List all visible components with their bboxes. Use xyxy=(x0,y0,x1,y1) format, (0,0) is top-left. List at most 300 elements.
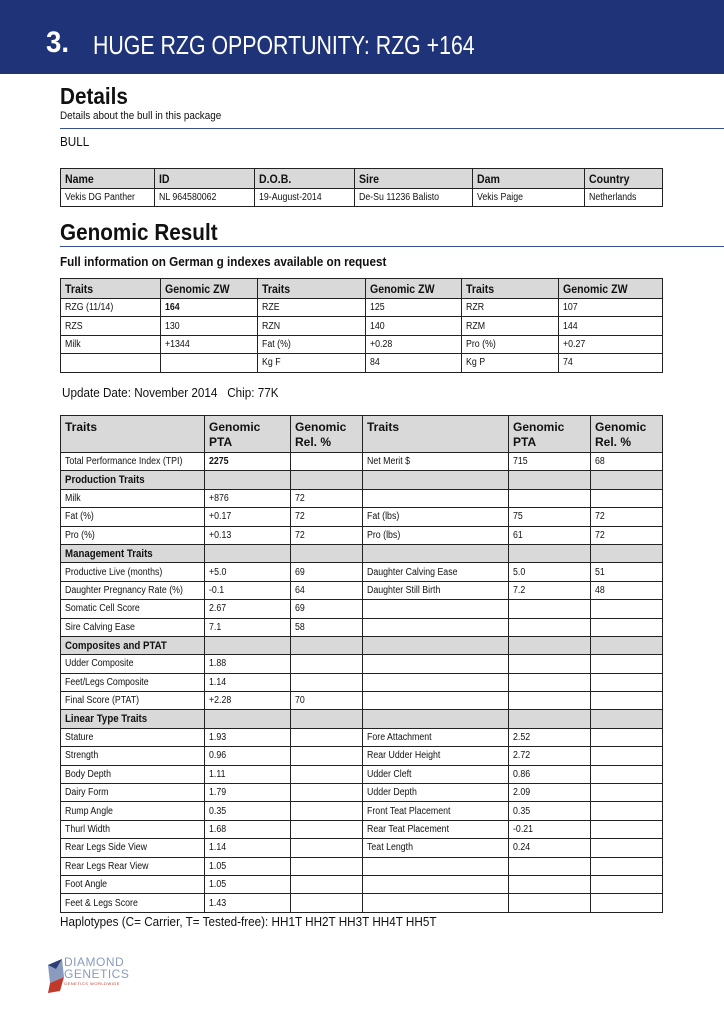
table-cell-text: 1.11 xyxy=(209,768,226,780)
table-cell xyxy=(291,636,363,654)
table-cell-text: 7.2 xyxy=(513,584,526,596)
table-cell xyxy=(363,581,509,599)
genomic-zw-table xyxy=(60,278,663,373)
table-cell xyxy=(291,692,363,710)
table-cell-text: 715 xyxy=(513,456,528,468)
table-cell xyxy=(559,354,663,372)
table-cell xyxy=(61,453,205,471)
table-cell-text: Udder Depth xyxy=(367,787,417,799)
table-cell-text: 72 xyxy=(295,492,305,504)
table-cell xyxy=(161,299,258,317)
table-row xyxy=(61,189,663,207)
table-cell-text: +1344 xyxy=(165,338,190,350)
table-cell xyxy=(205,600,291,618)
column-header xyxy=(473,169,585,189)
table-cell-text: Netherlands xyxy=(589,192,637,203)
table-cell xyxy=(291,894,363,912)
table-cell-text: Kg F xyxy=(262,357,281,369)
table-cell-text: 74 xyxy=(563,357,573,369)
table-cell xyxy=(363,802,509,820)
table-cell xyxy=(591,453,663,471)
table-cell-text: 140 xyxy=(370,320,385,332)
table-cell-text: 72 xyxy=(595,511,605,523)
table-cell xyxy=(291,710,363,728)
table-cell-text: 1.93 xyxy=(209,732,227,744)
table-cell xyxy=(291,875,363,893)
table-cell xyxy=(363,747,509,765)
table-cell-text: 144 xyxy=(563,320,578,332)
table-cell-text: Udder Composite xyxy=(65,658,134,670)
table-cell-text: 2275 xyxy=(209,456,229,468)
bull-table xyxy=(60,168,663,207)
table-cell xyxy=(509,839,591,857)
table-row xyxy=(61,335,663,353)
table-cell xyxy=(61,747,205,765)
table-cell xyxy=(291,600,363,618)
table-cell xyxy=(291,581,363,599)
table-row xyxy=(61,784,663,802)
table-cell-text: 7.1 xyxy=(209,621,222,633)
table-cell xyxy=(205,839,291,857)
table-cell-text: Pro (%) xyxy=(65,529,95,541)
table-cell xyxy=(559,299,663,317)
table-cell xyxy=(61,765,205,783)
table-row xyxy=(61,354,663,372)
table-cell xyxy=(363,453,509,471)
column-header-text: ID xyxy=(159,171,170,186)
genomic-title: Genomic Result xyxy=(60,219,218,245)
table-cell xyxy=(61,189,155,207)
table-cell xyxy=(591,710,663,728)
table-cell xyxy=(61,636,205,654)
table-row xyxy=(61,857,663,875)
table-cell xyxy=(591,728,663,746)
table-cell-text: Daughter Pregnancy Rate (%) xyxy=(65,584,183,596)
genomic-note: Full information on German g indexes available on request xyxy=(60,254,387,269)
table-cell xyxy=(591,747,663,765)
table-cell xyxy=(462,335,559,353)
table-cell xyxy=(509,747,591,765)
table-cell xyxy=(509,784,591,802)
table-cell xyxy=(591,655,663,673)
table-cell xyxy=(509,618,591,636)
section-number: 3. xyxy=(46,26,70,59)
table-cell xyxy=(363,544,509,562)
table-cell xyxy=(591,894,663,912)
table-cell xyxy=(205,673,291,691)
column-header-text: Genomic ZW xyxy=(165,281,230,296)
table-cell xyxy=(509,765,591,783)
table-cell-text: Rear Legs Rear View xyxy=(65,860,149,872)
table-cell xyxy=(462,299,559,317)
table-cell-text: 0.24 xyxy=(513,842,531,854)
table-row xyxy=(61,526,663,544)
table-cell xyxy=(366,354,462,372)
table-cell-text: Rump Angle xyxy=(65,805,113,817)
table-cell-text: Fat (%) xyxy=(65,511,94,523)
table-cell-text: Daughter Calving Ease xyxy=(367,566,458,578)
table-cell-text: NL 964580062 xyxy=(159,192,217,203)
table-cell-text: 84 xyxy=(370,357,380,369)
table-cell xyxy=(559,317,663,335)
table-cell xyxy=(205,581,291,599)
table-cell xyxy=(258,299,366,317)
table-cell xyxy=(591,875,663,893)
table-cell xyxy=(509,728,591,746)
table-cell xyxy=(509,508,591,526)
table-cell-text: 0.96 xyxy=(209,750,227,762)
table-cell xyxy=(205,802,291,820)
table-cell xyxy=(291,728,363,746)
table-row xyxy=(61,299,663,317)
table-cell xyxy=(61,655,205,673)
table-row xyxy=(61,453,663,471)
table-cell-text: Milk xyxy=(65,492,81,504)
table-cell-text: 1.05 xyxy=(209,879,227,891)
table-cell-text: 107 xyxy=(563,302,578,314)
column-header: Traits xyxy=(363,416,509,453)
table-cell xyxy=(355,189,473,207)
table-cell xyxy=(61,802,205,820)
table-cell xyxy=(291,839,363,857)
section-row xyxy=(61,710,663,728)
table-cell xyxy=(363,636,509,654)
column-header: Genomic Rel. % xyxy=(291,416,363,453)
table-cell xyxy=(205,618,291,636)
table-cell-text: 1.68 xyxy=(209,824,227,835)
table-cell xyxy=(363,728,509,746)
table-cell xyxy=(61,471,205,489)
header-bar xyxy=(0,0,724,74)
details-subtitle: Details about the bull in this package xyxy=(60,110,222,122)
section-row xyxy=(61,544,663,562)
table-cell xyxy=(291,526,363,544)
table-cell xyxy=(591,508,663,526)
table-cell xyxy=(161,335,258,353)
table-cell-text: 2.72 xyxy=(513,750,531,762)
table-cell xyxy=(205,544,291,562)
table-cell xyxy=(363,526,509,544)
table-cell xyxy=(591,600,663,618)
table-cell xyxy=(291,489,363,507)
table-cell-text: Production Traits xyxy=(65,474,145,487)
table-cell-text: 48 xyxy=(595,584,605,596)
table-cell-text: Somatic Cell Score xyxy=(65,603,140,615)
table-cell xyxy=(363,673,509,691)
table-cell-text: -0.21 xyxy=(513,824,534,835)
table-cell xyxy=(61,820,205,838)
table-cell xyxy=(205,784,291,802)
table-cell xyxy=(591,839,663,857)
table-cell xyxy=(61,299,161,317)
column-header-text: Genomic ZW xyxy=(370,281,435,296)
table-cell xyxy=(61,526,205,544)
table-cell xyxy=(591,544,663,562)
table-cell xyxy=(509,600,591,618)
table-cell xyxy=(591,489,663,507)
table-cell xyxy=(205,875,291,893)
table-cell-text: Feet & Legs Score xyxy=(65,897,138,909)
table-cell xyxy=(61,581,205,599)
table-cell xyxy=(462,354,559,372)
table-cell-text: Pro (%) xyxy=(466,338,496,350)
table-cell xyxy=(205,765,291,783)
table-cell xyxy=(509,544,591,562)
table-row xyxy=(61,894,663,912)
table-cell xyxy=(363,765,509,783)
table-cell xyxy=(61,839,205,857)
table-cell-text: De-Su 11236 Balisto xyxy=(359,192,440,203)
table-cell-text: 1.14 xyxy=(209,676,227,688)
table-cell-text: +0.28 xyxy=(370,338,393,350)
table-cell-text: 164 xyxy=(165,302,180,314)
table-cell xyxy=(205,563,291,581)
table-cell xyxy=(61,784,205,802)
chip-info: Chip: 77K xyxy=(227,385,279,400)
table-cell xyxy=(205,655,291,673)
table-cell-text: RZR xyxy=(466,302,485,314)
table-cell xyxy=(363,784,509,802)
table-cell-text: 0.35 xyxy=(513,805,531,817)
table-cell xyxy=(291,747,363,765)
table-cell-text: 1.43 xyxy=(209,897,227,909)
table-cell-text: Composites and PTAT xyxy=(65,639,167,652)
table-cell xyxy=(205,526,291,544)
table-cell xyxy=(591,581,663,599)
table-cell-text: 1.14 xyxy=(209,842,227,854)
table-row xyxy=(61,600,663,618)
table-cell xyxy=(205,692,291,710)
table-cell xyxy=(291,453,363,471)
column-header-text: D.O.B. xyxy=(259,171,292,186)
table-cell xyxy=(61,544,205,562)
table-cell-text: Kg P xyxy=(466,357,486,369)
table-cell-text: Net Merit $ xyxy=(367,456,411,468)
table-cell-text: +2.28 xyxy=(209,695,232,707)
table-row xyxy=(61,802,663,820)
table-row xyxy=(61,317,663,335)
table-row xyxy=(61,820,663,838)
table-cell xyxy=(161,317,258,335)
table-cell xyxy=(61,673,205,691)
column-header-text: Sire xyxy=(359,171,379,186)
update-date: Update Date: November 2014 xyxy=(62,385,218,400)
table-cell xyxy=(509,453,591,471)
table-cell-text: Rear Teat Placement xyxy=(367,824,450,835)
table-cell xyxy=(509,526,591,544)
table-cell xyxy=(591,563,663,581)
update-line xyxy=(62,385,279,400)
table-cell xyxy=(205,857,291,875)
table-cell xyxy=(363,894,509,912)
table-cell-text: Management Traits xyxy=(65,547,153,560)
column-header xyxy=(255,169,355,189)
table-cell xyxy=(473,189,585,207)
table-cell xyxy=(155,189,255,207)
table-row xyxy=(61,747,663,765)
table-cell xyxy=(509,563,591,581)
table-cell-text: Dairy Form xyxy=(65,787,109,799)
table-cell-text: Vekis DG Panther xyxy=(65,192,135,203)
table-cell-text: +5.0 xyxy=(209,566,227,578)
table-cell-text: Feet/Legs Composite xyxy=(65,676,149,688)
table-cell-text: 70 xyxy=(295,695,305,707)
column-header-text: Genomic ZW xyxy=(563,281,628,296)
table-cell xyxy=(61,618,205,636)
column-header xyxy=(155,169,255,189)
table-cell-text: +876 xyxy=(209,492,229,504)
table-cell xyxy=(509,710,591,728)
table-cell xyxy=(291,508,363,526)
table-cell xyxy=(61,335,161,353)
table-cell-text: 0.86 xyxy=(513,768,531,780)
table-cell-text: Daughter Still Birth xyxy=(367,584,441,596)
table-cell-text: Final Score (PTAT) xyxy=(65,695,140,707)
table-cell xyxy=(559,335,663,353)
table-cell-text: Udder Cleft xyxy=(367,768,412,780)
table-cell xyxy=(291,765,363,783)
column-header: Genomic PTA xyxy=(205,416,291,453)
table-row xyxy=(61,508,663,526)
table-row xyxy=(61,839,663,857)
table-cell-text: 72 xyxy=(295,511,305,523)
column-header xyxy=(366,279,462,299)
table-cell xyxy=(61,894,205,912)
table-cell-text: 125 xyxy=(370,302,385,314)
column-header: Genomic Rel. % xyxy=(591,416,663,453)
table-cell xyxy=(591,471,663,489)
diamond-logo-icon xyxy=(46,955,66,995)
table-cell xyxy=(291,820,363,838)
table-cell xyxy=(61,875,205,893)
table-cell-text: 72 xyxy=(595,529,605,541)
column-header-text: Traits xyxy=(466,281,495,296)
table-cell-text: Sire Calving Ease xyxy=(65,621,135,633)
table-cell-text: 69 xyxy=(295,566,305,578)
table-cell xyxy=(61,600,205,618)
table-cell xyxy=(291,618,363,636)
bull-label: BULL xyxy=(60,134,90,149)
table-cell xyxy=(366,317,462,335)
column-header xyxy=(258,279,366,299)
table-row xyxy=(61,728,663,746)
column-header xyxy=(559,279,663,299)
table-cell xyxy=(61,692,205,710)
table-cell xyxy=(509,875,591,893)
table-cell xyxy=(61,354,161,372)
table-cell xyxy=(509,655,591,673)
table-cell xyxy=(61,710,205,728)
table-cell xyxy=(161,354,258,372)
table-cell xyxy=(363,600,509,618)
table-cell xyxy=(291,802,363,820)
column-header-text: Country xyxy=(589,171,630,186)
table-cell xyxy=(255,189,355,207)
table-cell-text: 61 xyxy=(513,529,523,541)
table-cell-text: Body Depth xyxy=(65,768,111,780)
table-cell-text: 69 xyxy=(295,603,305,615)
table-cell xyxy=(366,335,462,353)
column-header-text: Traits xyxy=(65,281,94,296)
logo-line1: DIAMOND xyxy=(64,955,125,969)
table-cell xyxy=(363,857,509,875)
logo-line2: GENETICS xyxy=(64,967,130,981)
table-cell xyxy=(61,563,205,581)
logo-tagline: GENETICS WORLDWIDE xyxy=(64,981,120,986)
table-cell-text: 0.35 xyxy=(209,805,227,817)
page-title: HUGE RZG OPPORTUNITY: RZG +164 xyxy=(93,30,475,60)
table-cell-text: 2.67 xyxy=(209,603,227,615)
table-cell xyxy=(258,335,366,353)
table-cell xyxy=(205,636,291,654)
table-cell-text: 1.79 xyxy=(209,787,227,799)
table-cell xyxy=(291,544,363,562)
column-header xyxy=(355,169,473,189)
table-cell xyxy=(591,636,663,654)
column-header-text: Traits xyxy=(262,281,291,296)
column-header: Traits xyxy=(61,416,205,453)
table-cell xyxy=(205,710,291,728)
table-cell-text: RZE xyxy=(262,302,280,314)
table-cell xyxy=(61,857,205,875)
table-cell-text: 2.52 xyxy=(513,732,531,744)
table-cell-text: 5.0 xyxy=(513,566,526,578)
table-cell xyxy=(61,728,205,746)
table-cell xyxy=(591,784,663,802)
column-header xyxy=(61,279,161,299)
table-cell xyxy=(509,820,591,838)
table-cell-text: Vekis Paige xyxy=(477,192,523,203)
table-cell-text: Fore Attachment xyxy=(367,732,432,744)
table-cell-text: 68 xyxy=(595,456,605,468)
column-header xyxy=(61,169,155,189)
table-cell-text: Front Teat Placement xyxy=(367,805,451,817)
table-cell-text: Teat Length xyxy=(367,842,413,854)
table-cell-text: 2.09 xyxy=(513,787,531,799)
table-cell xyxy=(591,692,663,710)
table-cell-text: RZM xyxy=(466,320,486,332)
table-cell-text: Total Performance Index (TPI) xyxy=(65,456,183,468)
table-cell-text: Stature xyxy=(65,732,94,744)
table-row xyxy=(61,673,663,691)
table-cell xyxy=(509,692,591,710)
table-row xyxy=(61,581,663,599)
table-cell-text: RZS xyxy=(65,320,83,332)
table-cell xyxy=(591,526,663,544)
table-cell-text: 64 xyxy=(295,584,305,596)
table-cell xyxy=(205,820,291,838)
column-header-text: Name xyxy=(65,171,94,186)
table-cell-text: Strength xyxy=(65,750,99,762)
table-cell xyxy=(291,655,363,673)
table-cell-text: 75 xyxy=(513,511,523,523)
column-header xyxy=(161,279,258,299)
table-cell xyxy=(591,673,663,691)
table-cell xyxy=(363,563,509,581)
table-cell xyxy=(509,581,591,599)
table-cell xyxy=(61,489,205,507)
table-cell xyxy=(258,354,366,372)
table-row xyxy=(61,563,663,581)
table-cell xyxy=(363,820,509,838)
table-cell-text: Linear Type Traits xyxy=(65,713,148,726)
table-cell xyxy=(363,875,509,893)
table-cell xyxy=(363,508,509,526)
table-cell xyxy=(509,802,591,820)
table-cell xyxy=(205,728,291,746)
table-row xyxy=(61,655,663,673)
table-cell xyxy=(591,802,663,820)
